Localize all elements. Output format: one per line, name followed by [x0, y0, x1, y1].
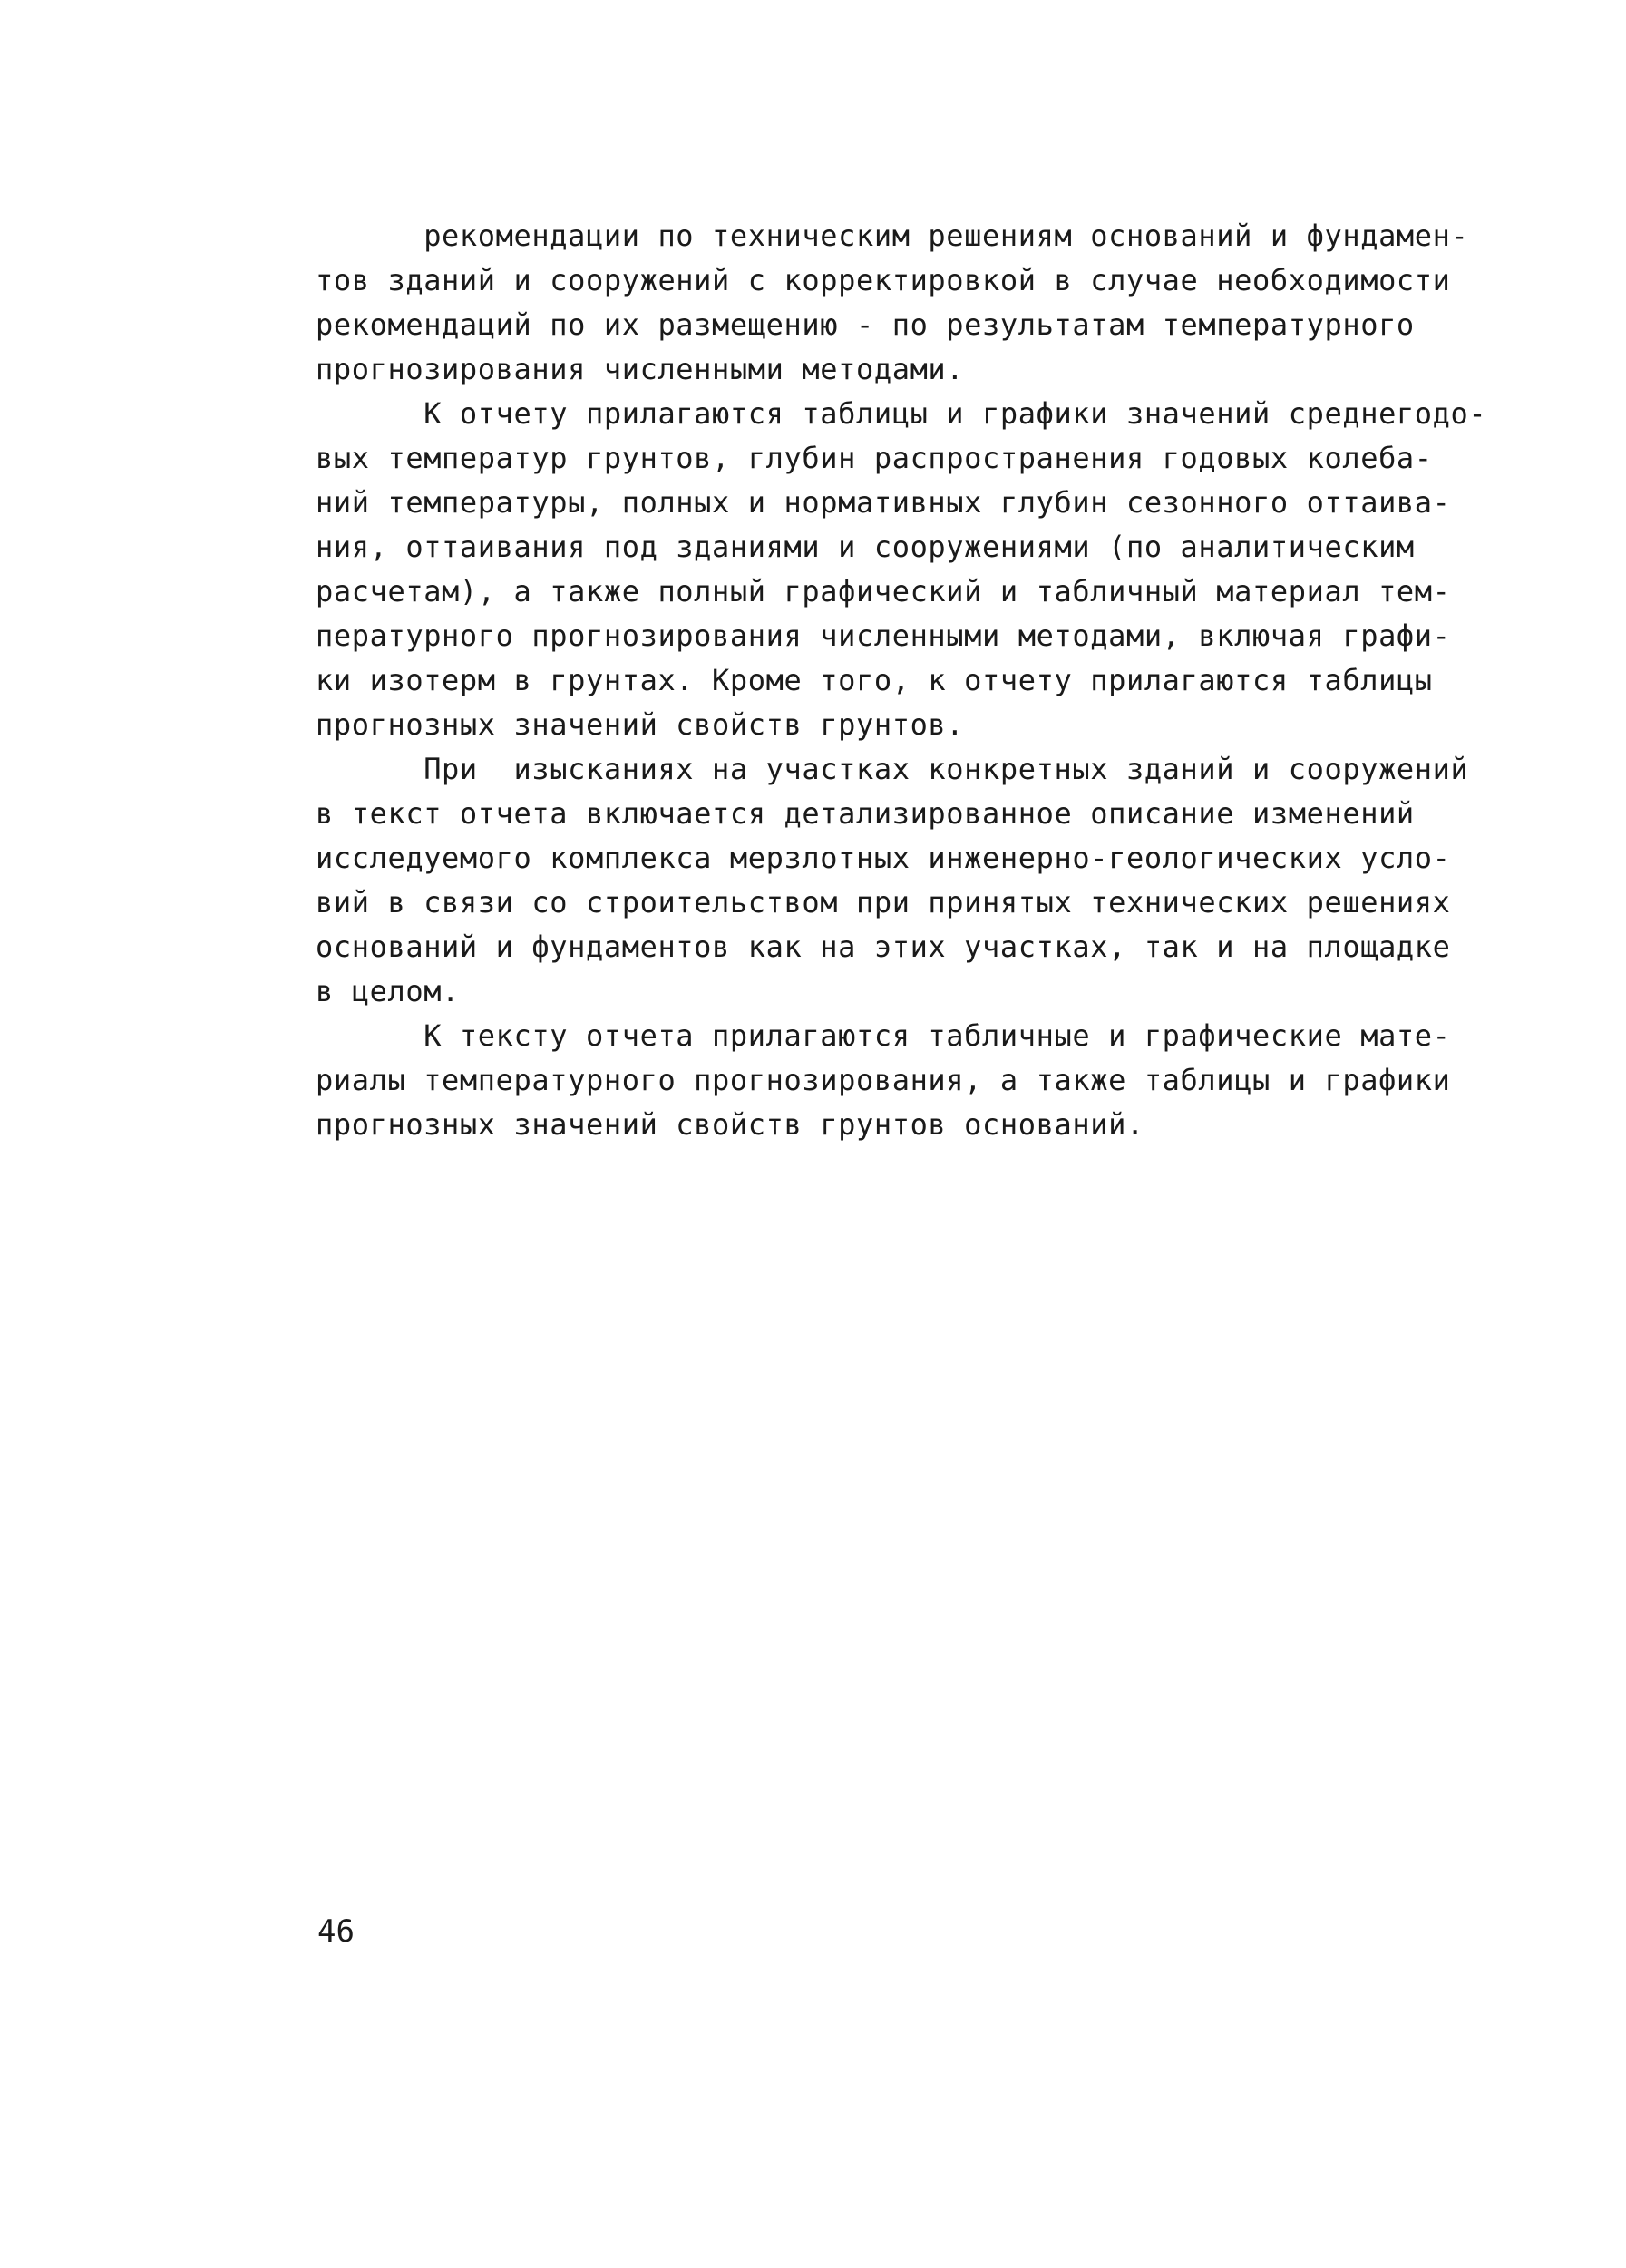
text-line: вий в связи со строительством при принятых технических решениях: [316, 885, 1451, 920]
text-line: тов зданий и сооружений с корректировкой в случае необходимости: [316, 263, 1451, 297]
text-line: При изысканиях на участках конкретных зданий и сооружений: [316, 752, 1469, 786]
text-line: в целом.: [316, 974, 460, 1008]
text-line: К отчету прилагаются таблицы и графики значений среднегодо-: [316, 396, 1487, 431]
body-text: [316, 214, 1487, 1147]
text-line: ния, оттаивания под зданиями и сооружениями (по аналитическим: [316, 530, 1415, 564]
text-line: пературного прогнозирования численными методами, включая графи-: [316, 618, 1451, 653]
text-line: вых температур грунтов, глубин распространения годовых колеба-: [316, 441, 1433, 475]
text-line: прогнозирования численными методами.: [316, 352, 965, 386]
text-line: рекомендаций по их размещению - по результатам температурного: [316, 307, 1415, 342]
text-line: ний температуры, полных и нормативных глубин сезонного оттаива-: [316, 485, 1451, 520]
text-line: расчетам), а также полный графический и табличный материал тем-: [316, 574, 1451, 608]
page-number: 46: [317, 1913, 355, 1950]
text-line: прогнозных значений свойств грунтов.: [316, 707, 965, 742]
text-line: прогнозных значений свойств грунтов оснований.: [316, 1107, 1144, 1142]
text-line: ки изотерм в грунтах. Кроме того, к отчету прилагаются таблицы: [316, 663, 1433, 697]
text-line: риалы температурного прогнозирования, а также таблицы и графики: [316, 1063, 1451, 1097]
text-line: К тексту отчета прилагаются табличные и графические мате-: [316, 1018, 1451, 1053]
text-line: оснований и фундаментов как на этих участках, так и на площадке: [316, 930, 1451, 964]
text-line: рекомендации по техническим решениям оснований и фундамен-: [316, 219, 1469, 253]
text-line: исследуемого комплекса мерзлотных инженерно-геологических усло-: [316, 841, 1451, 875]
text-line: в текст отчета включается детализированное описание изменений: [316, 796, 1415, 831]
